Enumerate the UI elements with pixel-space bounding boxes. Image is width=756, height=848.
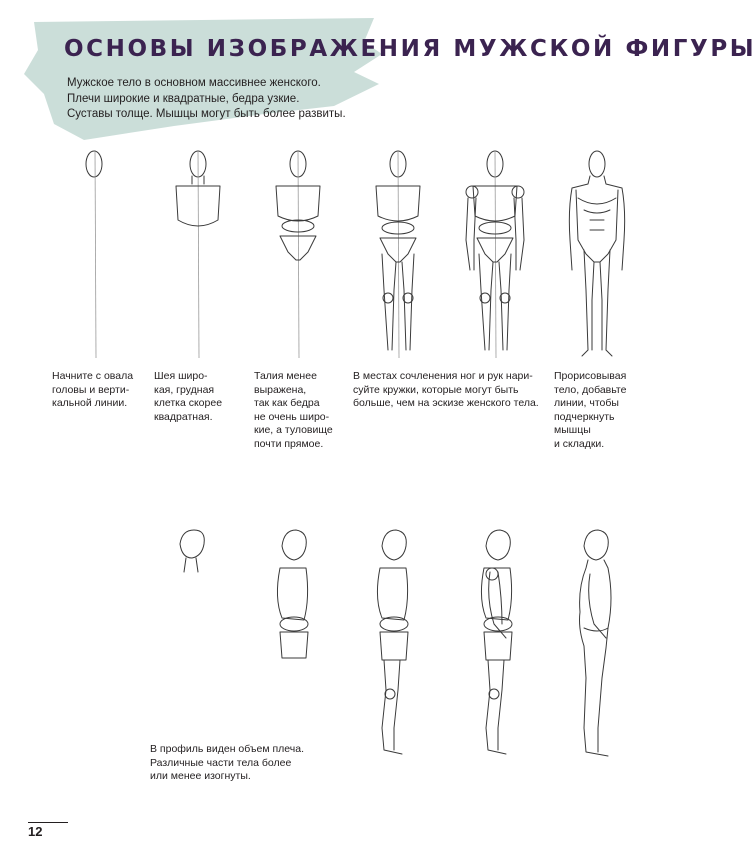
- caption-step-5: Прорисовывая тело, добавьте линии, чтобы подчеркнуть мышцы и складки.: [554, 370, 627, 450]
- page-title: ОСНОВЫ ИЗОБРАЖЕНИЯ МУЖСКОЙ ФИГУРЫ: [64, 36, 756, 62]
- caption-profile: В профиль виден объем плеча. Различные части тела более или менее изогнуты.: [150, 743, 305, 782]
- page-number-rule: [28, 822, 68, 823]
- page-number: 12: [28, 824, 43, 839]
- profile-figure-step-4: [476, 528, 536, 768]
- front-figure-step-2: [168, 150, 228, 360]
- caption-step-2: Шея широ- кая, грудная клетка скорее квадратная.: [154, 370, 223, 423]
- profile-figure-step-2: [270, 528, 320, 668]
- front-figure-step-6: [562, 150, 632, 360]
- caption-step-3: Талия менее выражена, так как бедра не очень широ- кие, а туловище почти прямое.: [254, 370, 333, 450]
- profile-figure-step-3: [372, 528, 432, 768]
- front-figure-step-1: [82, 150, 112, 360]
- profile-figure-step-5: [574, 528, 634, 768]
- front-figure-step-4: [368, 150, 428, 360]
- front-figure-step-5: [460, 150, 530, 360]
- intro-line: Плечи широкие и квадратные, бедра узкие.: [67, 92, 300, 105]
- caption-step-1: Начните с овала головы и верти- кальной линии.: [52, 370, 134, 409]
- intro-line: Мужское тело в основном массивнее женского.: [67, 77, 321, 89]
- front-figure-step-3: [268, 150, 328, 360]
- profile-figure-step-1: [176, 528, 210, 578]
- intro-line: Суставы толще. Мышцы могут быть более развиты.: [67, 108, 346, 120]
- intro-text: [67, 76, 346, 123]
- caption-step-4: В местах сочленения ног и рук нари- суйте кружки, которые могут быть больше, чем на эскизе женского тела.: [353, 370, 539, 409]
